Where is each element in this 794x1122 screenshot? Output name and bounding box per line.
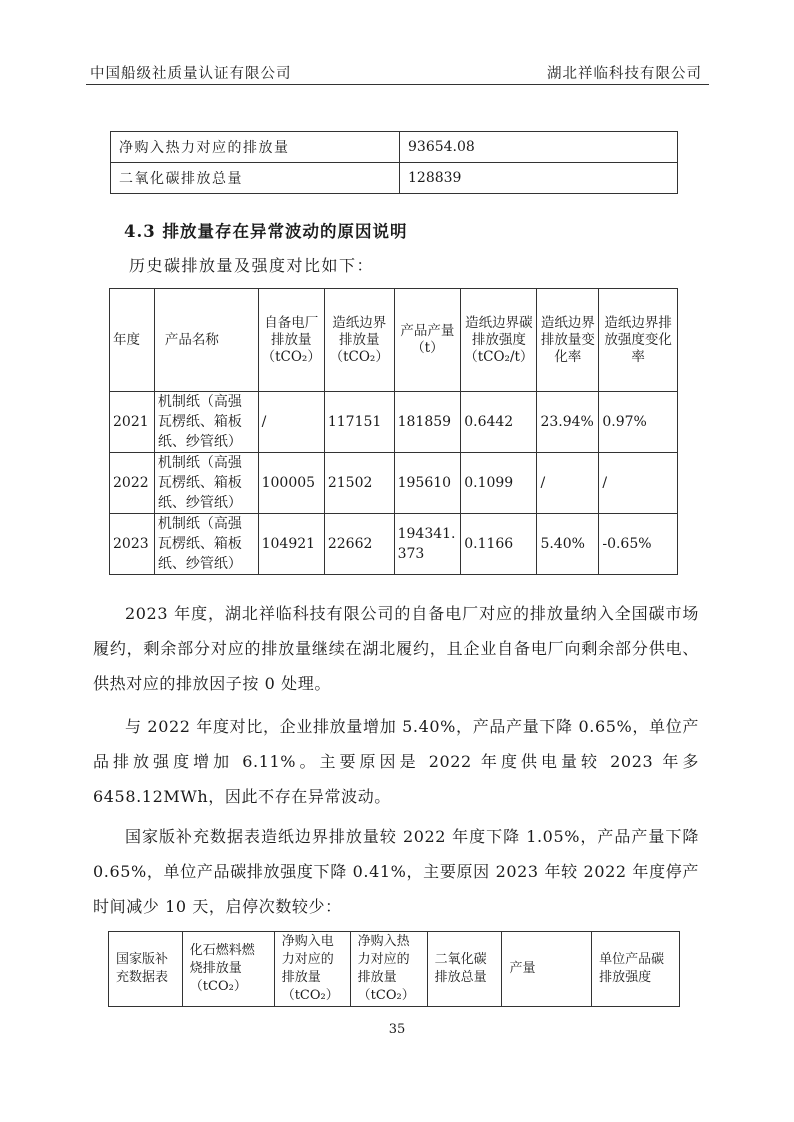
- column-header: 净购入电力对应的排放量（tCO₂）: [274, 932, 350, 1007]
- column-header: 单位产品碳排放强度: [592, 932, 680, 1007]
- table-cell: 21502: [324, 453, 394, 514]
- table-cell: -0.65%: [599, 514, 678, 575]
- table-row: [110, 514, 678, 575]
- table-header-row: [109, 932, 680, 1007]
- table-cell: 117151: [324, 392, 394, 453]
- header-right: 湖北祥临科技有限公司: [547, 66, 702, 82]
- table-cell: 0.97%: [599, 392, 678, 453]
- table-cell: /: [599, 453, 678, 514]
- column-header: 产品名称: [154, 289, 258, 392]
- table-cell: 93654.08: [400, 132, 678, 163]
- table-cell: /: [537, 453, 599, 514]
- column-header: 净购入热力对应的排放量（tCO₂）: [350, 932, 427, 1007]
- column-header: 国家版补充数据表: [109, 932, 183, 1007]
- table-cell: 净购入热力对应的排放量: [111, 132, 400, 163]
- table-cell: /: [258, 392, 324, 453]
- column-header: 自备电厂排放量（tCO₂）: [258, 289, 324, 392]
- table-row: [111, 132, 678, 163]
- header-divider: [86, 84, 709, 85]
- page-number: 35: [388, 1022, 406, 1037]
- header-left: 中国船级社质量认证有限公司: [90, 66, 292, 82]
- table-cell: 机制纸（高强瓦楞纸、箱板纸、纱管纸）: [154, 392, 258, 453]
- column-header: 造纸边界排放强度变化率: [599, 289, 678, 392]
- table-cell: 128839: [400, 163, 678, 194]
- table-row: [110, 392, 678, 453]
- column-header: 二氧化碳排放总量: [427, 932, 502, 1007]
- emission-summary-table: [110, 131, 678, 194]
- table-cell: 195610: [394, 453, 461, 514]
- column-header: 年度: [110, 289, 155, 392]
- table-cell: 104921: [258, 514, 324, 575]
- table-cell: 22662: [324, 514, 394, 575]
- history-comparison-table: [109, 288, 678, 575]
- table-cell: 0.1099: [461, 453, 537, 514]
- column-header: 造纸边界碳排放强度（tCO₂/t）: [461, 289, 537, 392]
- table-cell: 0.6442: [461, 392, 537, 453]
- table-row: [111, 163, 678, 194]
- column-header: 造纸边界排放量（tCO₂）: [324, 289, 394, 392]
- column-header: 化石燃料燃烧排放量（tCO₂）: [182, 932, 274, 1007]
- table-cell: 100005: [258, 453, 324, 514]
- column-header: 产品产量（t）: [394, 289, 461, 392]
- table-cell: 23.94%: [537, 392, 599, 453]
- table-cell: 二氧化碳排放总量: [111, 163, 400, 194]
- paragraph: 2023 年度，湖北祥临科技有限公司的自备电厂对应的排放量纳入全国碳市场履约，剩余部分对应的排放量继续在湖北履约，且企业自备电厂向剩余部分供电、供热对应的排放因子按 0 处理。: [93, 604, 699, 693]
- paragraph: 与 2022 年度对比，企业排放量增加 5.40%，产品产量下降 0.65%，单位产品排放强度增加 6.11%。主要原因是 2022 年度供电量较 2023 年多 6458.12MWh，因此不存在异常波动。: [93, 717, 699, 806]
- table-cell: 机制纸（高强瓦楞纸、箱板纸、纱管纸）: [154, 453, 258, 514]
- table-cell: 0.1166: [461, 514, 537, 575]
- table-row: [110, 453, 678, 514]
- column-header: 造纸边界排放量变化率: [537, 289, 599, 392]
- paragraph: 国家版补充数据表造纸边界排放量较 2022 年度下降 1.05%，产品产量下降 0.65%，单位产品碳排放强度下降 0.41%，主要原因 2023 年较 2022 年度停产时间减少 10 天，启停次数较少：: [93, 827, 699, 916]
- table-cell: 2023: [110, 514, 155, 575]
- table-cell: 181859: [394, 392, 461, 453]
- section-intro: 历史碳排放量及强度对比如下：: [129, 256, 375, 275]
- table-cell: 5.40%: [537, 514, 599, 575]
- table-cell: 2021: [110, 392, 155, 453]
- section-heading: 4.3 排放量存在异常波动的原因说明: [124, 222, 408, 241]
- table-cell: 机制纸（高强瓦楞纸、箱板纸、纱管纸）: [154, 514, 258, 575]
- column-header: 产量: [502, 932, 592, 1007]
- table-cell: 2022: [110, 453, 155, 514]
- table-cell: 194341.373: [394, 514, 461, 575]
- table-header-row: [110, 289, 678, 392]
- supplementary-data-table: [108, 931, 680, 1007]
